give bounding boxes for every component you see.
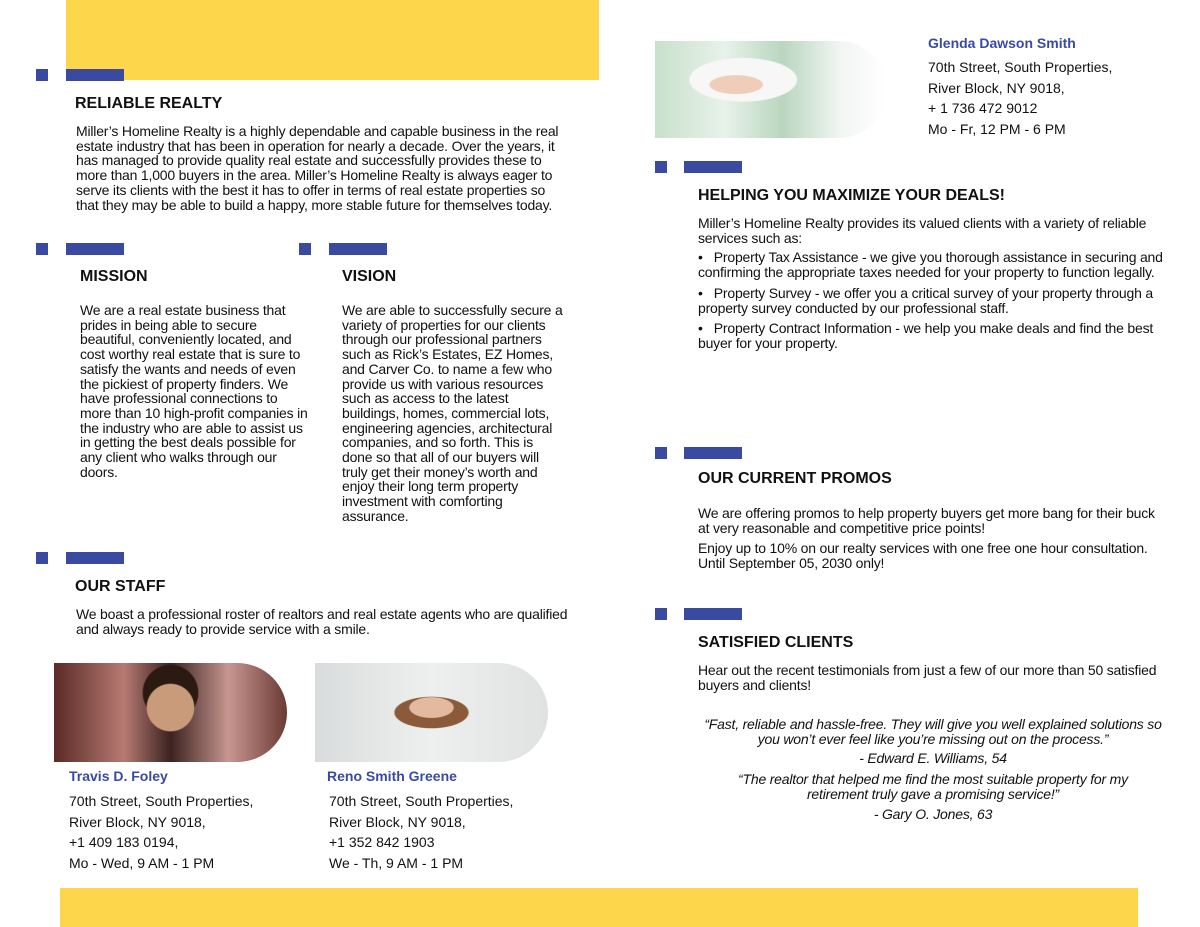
contact-address: 70th Street, South Properties,: [928, 59, 1113, 75]
contact-city: River Block, NY 9018,: [928, 79, 1065, 96]
section-marker-bar: [66, 69, 124, 81]
service-text: Property Contract Information - we help you make deals and find the best buyer for your property.: [698, 320, 1154, 351]
contact-address: 70th Street, South Properties,: [69, 793, 254, 809]
section-marker-bar: [684, 608, 742, 620]
staff-name: Glenda Dawson Smith: [928, 35, 1076, 51]
contact-phone: + 1 736 472 9012: [928, 100, 1038, 116]
section-marker-bar: [329, 243, 387, 255]
contact-city: River Block, NY 9018,: [69, 813, 206, 830]
promos-body: [698, 506, 1168, 577]
vision-body: We are able to successfully secure a variety of properties for our clients through our professional partners such as Rick’s Estates, EZ Homes, and Carver Co. to name a few who provide us with various resources such as access to the latest buildings, homes, commercial lots, engineering agencies, architectural companies, and so forth. This is done so that all of our buyers will truly get their money’s worth and enjoy their long term property investment with comforting assurance.: [342, 302, 563, 524]
staff-name: Reno Smith Greene: [327, 768, 457, 784]
section-marker-square: [655, 161, 667, 173]
staff-photo-glenda: [655, 41, 887, 138]
reliable-body: Miller’s Homeline Realty is a highly dependable and capable business in the real estate industry that has been in operation for nearly a decade. Over the years, it has managed to provide quality real estate and successfully provides these to more than 1,000 buyers in the area. Miller’s Homeline Realty is always eager to serve its clients with the best it has to offer in terms of real estate properties so that they may be able to build a happy, more stable future for themselves today.: [76, 123, 559, 213]
staff-contact: [69, 791, 253, 873]
clients-intro: Hear out the recent testimonials from just a few of our more than 50 satisfied buyers and clients!: [698, 662, 1157, 693]
section-marker-bar: [66, 243, 124, 255]
contact-phone: +1 409 183 0194,: [69, 834, 179, 850]
section-marker-square: [299, 243, 311, 255]
section-marker-square: [36, 69, 48, 81]
reliable-title: RELIABLE REALTY: [75, 95, 223, 112]
promos-p2: Enjoy up to 10% on our realty services with one free one hour consultation. Until September 05, 2030 only!: [698, 540, 1148, 572]
top-yellow-band: [66, 0, 599, 80]
contact-hours: Mo - Wed, 9 AM - 1 PM: [69, 854, 215, 871]
staff-body: We boast a professional roster of realtors and real estate agents who are qualified and always ready to provide service with a smile.: [76, 606, 568, 637]
mission-title: MISSION: [80, 268, 148, 285]
service-text: Property Survey - we offer you a critical survey of your property through a property survey conducted by our professional staff.: [698, 284, 1153, 316]
staff-contact: [329, 791, 513, 873]
testimonial-quote: “Fast, reliable and hassle-free. They will give you well explained solutions so you won’t ever feel like you’re missing out on the process.”: [704, 716, 1162, 747]
section-marker-square: [655, 608, 667, 620]
contact-city: River Block, NY 9018,: [329, 813, 466, 830]
clients-title: SATISFIED CLIENTS: [698, 634, 854, 651]
staff-photo-reno: [315, 663, 548, 762]
contact-phone: +1 352 842 1903: [329, 834, 435, 850]
services-list: [698, 250, 1168, 350]
vision-title: VISION: [342, 268, 397, 285]
staff-name: Travis D. Foley: [69, 768, 168, 784]
section-marker-bar: [684, 447, 742, 459]
deals-intro: Miller’s Homeline Realty provides its valued clients with a variety of reliable services such as:: [698, 215, 1147, 246]
contact-address: 70th Street, South Properties,: [329, 793, 514, 809]
section-marker-bar: [66, 552, 124, 564]
testimonial-quote: “The realtor that helped me find the most suitable property for my retirement truly gave a promising service!”: [738, 771, 1128, 802]
contact-hours: Mo - Fr, 12 PM - 6 PM: [928, 120, 1066, 137]
bottom-yellow-band: [60, 888, 1138, 927]
section-marker-bar: [684, 161, 742, 173]
testimonial-author: - Edward E. Williams, 54: [859, 750, 1007, 767]
promos-title: OUR CURRENT PROMOS: [698, 470, 892, 487]
service-item: • Property Contract Information - we help you make deals and find the best buyer for your property.: [698, 320, 1154, 351]
section-marker-square: [36, 243, 48, 255]
staff-photo-travis: [54, 663, 287, 762]
testimonials: [698, 717, 1168, 827]
promos-p1: We are offering promos to help property buyers get more bang for their buck at very reasonable and competitive price points!: [698, 505, 1155, 536]
deals-body: [698, 216, 1168, 357]
section-marker-square: [36, 552, 48, 564]
section-marker-square: [655, 447, 667, 459]
deals-title: HELPING YOU MAXIMIZE YOUR DEALS!: [698, 187, 1005, 204]
service-item: • Property Tax Assistance - we give you thorough assistance in securing and confirming the appropriate taxes needed for your property to function legally.: [698, 249, 1163, 281]
mission-body: We are a real estate business that prides in being able to secure beautiful, conveniently located, and cost worthy real estate that is sure to satisfy the wants and needs of even the pickiest of property finders. We have professional connections to more than 10 high-profit companies in the industry who are able to assist us in getting the best deals possible for any client who walks through our doors.: [80, 302, 308, 480]
service-text: Property Tax Assistance - we give you thorough assistance in securing and confirming the appropriate taxes needed for your property to function legally.: [698, 249, 1163, 281]
testimonial-author: - Gary O. Jones, 63: [873, 805, 993, 822]
staff-contact: [928, 57, 1112, 139]
service-item: • Property Survey - we offer you a critical survey of your property through a property survey conducted by our professional staff.: [698, 284, 1153, 316]
staff-title: OUR STAFF: [75, 578, 166, 595]
contact-hours: We - Th, 9 AM - 1 PM: [329, 854, 464, 871]
